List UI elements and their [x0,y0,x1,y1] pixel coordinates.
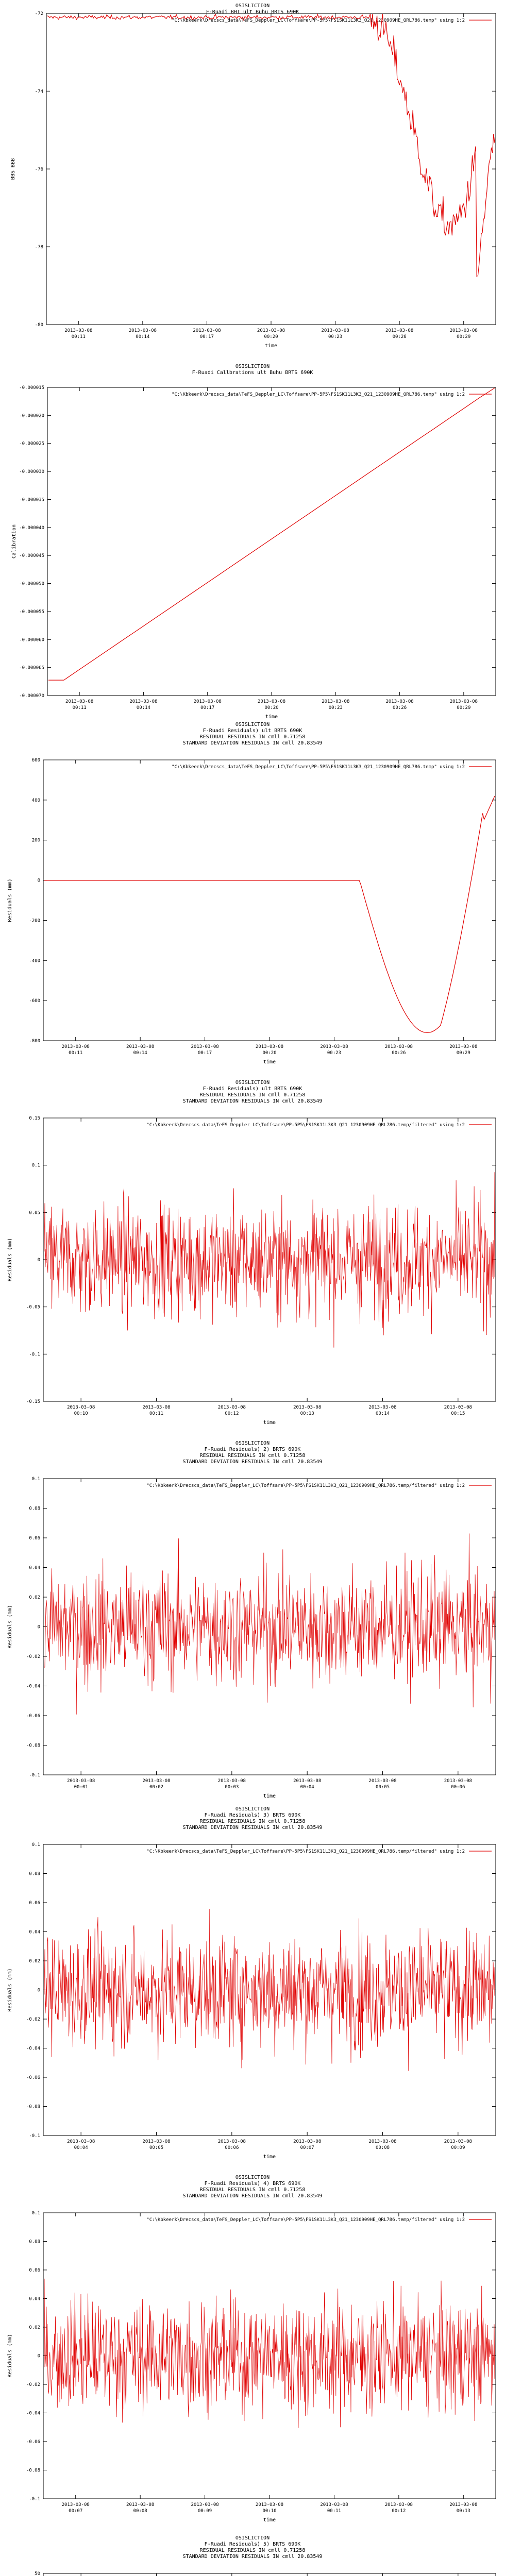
chart-title-line: RESIDUAL RESIDUALS IN cmll 0.71258 [199,1819,306,1824]
x-tick-label: 00:17 [199,334,214,340]
x-tick-label: 00:13 [456,2509,470,2514]
y-tick-label: 50 [35,2571,40,2576]
legend-entry: "C:\Kbkeerk\Drecscs_data\TeFS_Deppler_LC\Toffsare\PP-5P5\FS1SK11L3K3_Q21_1230909HE_QRL786.temp/filtered" using 1:2 [146,1483,465,1488]
x-tick-label: 00:17 [198,1050,212,1056]
x-tick-label: 00:26 [393,705,407,710]
y-tick-label: -0.04 [26,2411,40,2416]
x-tick-label: 00:08 [133,2509,147,2514]
y-tick-label: 0.02 [29,2325,40,2330]
x-tick-label: 00:14 [136,705,150,710]
series-line [44,1534,495,1715]
chart-title-line: RESIDUAL RESIDUALS IN cmll 0.71258 [199,734,306,740]
x-tick-label: 2013-03-08 [193,328,221,333]
chart-panel-3 [7,722,496,1065]
chart-title-line: RESIDUAL RESIDUALS IN cmll 0.71258 [199,2548,306,2553]
y-tick-label: 0 [37,1988,40,1993]
legend-entry: "C:\Kbkeerk\Drecscs_data\TeFS_Deppler_LC\Toffsare\PP-5P5\FS1SK11L3K3_Q21_1230909HE_QRL786.temp/filtered" using 1:2 [146,1849,465,1854]
x-tick-label: 2013-03-08 [449,699,478,704]
x-tick-label: 00:04 [300,1785,314,1790]
y-tick-label: 0.15 [29,1116,40,1121]
chart-title-line: RESIDUAL RESIDUALS IN cmll 0.71258 [199,2187,306,2193]
x-tick-label: 2013-03-08 [385,699,414,704]
chart-title-line: STANDARD DEVIATION RESIDUALS IN cmll 20.83549 [182,1098,323,1104]
chart-title-line: OSISLICTION [235,2535,270,2541]
chart-title-line: STANDARD DEVIATION RESIDUALS IN cmll 20.83549 [182,2554,323,2560]
y-tick-label: -0.06 [26,2439,40,2445]
y-tick-label: -0.04 [26,2046,40,2052]
x-tick-label: 00:03 [225,1785,239,1790]
x-tick-label: 2013-03-08 [368,1778,397,1784]
y-tick-label: -0.000035 [19,497,44,503]
chart-title-line: OSISLICTION [235,722,270,727]
x-tick-label: 2013-03-08 [257,328,285,333]
series-line [44,2279,495,2428]
x-tick-label: 00:05 [149,2145,164,2150]
y-tick-label: -0.000060 [19,637,44,643]
x-tick-label: 2013-03-08 [293,2139,322,2144]
legend-entry: "C:\Kbkeerk\Drecscs_data\TeFS_Deppler_LC\Toffsare\PP-5P5\FS1SK11L3K3_Q21_1230909HE_QRL786.temp/filtered" using 1:2 [146,1123,465,1128]
series-line [44,1909,495,2071]
x-tick-label: 00:07 [69,2509,83,2514]
y-tick-label: 0.1 [31,1163,40,1168]
chart-title-line: OSISLICTION [235,3,270,9]
legend-entry: "C:\Kbkeerk\Drecscs_data\TeFS_Deppler_LC\Toffsare\PP-5P5\FS1SK11L3K3_Q21_1230909HE_QRL786.temp" using 1:2 [172,765,465,770]
y-tick-label: -0.02 [26,2382,40,2387]
y-tick-label: 0.08 [29,2239,40,2245]
series-line [47,14,495,276]
chart-title-line: STANDARD DEVIATION RESIDUALS IN cmll 20.83549 [182,740,323,746]
x-tick-label: 00:04 [74,2145,88,2150]
x-tick-label: 2013-03-08 [322,699,350,704]
chart-title-line: OSISLICTION [235,1440,270,1446]
y-tick-label: 0 [37,1258,40,1263]
x-tick-label: 00:09 [451,2145,465,2150]
y-tick-label: -0.1 [29,1773,40,1778]
y-axis-label: Residuals (mm) [7,1238,13,1282]
y-tick-label: -0.000070 [19,693,44,699]
y-tick-label: -400 [29,958,40,964]
x-tick-label: 2013-03-08 [293,1778,322,1784]
chart-panel-7 [7,2175,496,2523]
chart-title-line: RESIDUAL RESIDUALS IN cmll 0.71258 [199,1092,306,1098]
y-tick-label: -76 [35,167,43,172]
y-tick-label: -0.08 [26,2104,40,2110]
y-tick-label: -78 [35,245,43,250]
y-tick-label: -0.000055 [19,609,44,615]
x-tick-label: 2013-03-08 [142,1405,171,1410]
y-tick-label: 0.04 [29,1929,40,1935]
x-tick-label: 00:29 [457,334,471,340]
x-tick-label: 00:01 [74,1785,88,1790]
y-tick-label: 0 [37,2353,40,2359]
chart-title-line: OSISLICTION [235,1806,270,1812]
plot-frame [47,387,496,696]
y-tick-label: -0.000065 [19,665,44,671]
y-tick-label: -0.05 [26,1304,40,1310]
x-tick-label: 2013-03-08 [61,2502,90,2507]
x-tick-label: 2013-03-08 [217,1405,246,1410]
x-tick-label: 2013-03-08 [449,328,478,333]
x-tick-label: 2013-03-08 [65,699,94,704]
x-tick-label: 00:26 [392,334,407,340]
x-tick-label: 00:23 [328,334,343,340]
x-tick-label: 00:06 [451,1785,465,1790]
x-tick-label: 00:20 [264,705,279,710]
x-tick-label: 00:12 [392,2509,406,2514]
y-tick-label: 200 [31,838,40,843]
y-tick-label: -0.000050 [19,581,44,587]
y-tick-label: -72 [35,11,43,16]
x-tick-label: 00:06 [225,2145,239,2150]
x-tick-label: 2013-03-08 [449,2502,478,2507]
legend-entry: "C:\Kbkeerk\Drecscs_data\TeFS_Deppler_LC\Toffsare\PP-5P5\FS1SK11L3K3_Q21_1230909HE_QRL786.temp" using 1:2 [172,392,465,397]
y-axis-label: Residuals (mm) [7,878,13,922]
x-tick-label: 00:11 [72,705,87,710]
series-line [44,796,495,1032]
x-tick-label: 2013-03-08 [449,1044,478,1049]
chart-panel-4 [7,1080,496,1426]
legend-entry: "C:\Kbkeerk\Drecscs_data\TeFS_Deppler_LC\Toffsare\PP-5P5\FS1SK11L3K3_Q21_1230909HE_QRL786.temp" using 1:2 [172,18,465,23]
x-tick-label: 00:02 [149,1785,164,1790]
x-tick-label: 00:11 [327,2509,341,2514]
x-tick-label: 2013-03-08 [128,328,157,333]
x-tick-label: 00:09 [198,2509,212,2514]
x-tick-label: 00:26 [392,1050,406,1056]
x-tick-label: 2013-03-08 [320,2502,348,2507]
x-tick-label: 2013-03-08 [293,1405,322,1410]
x-axis-label: time [263,2154,276,2160]
x-tick-label: 00:11 [69,1050,83,1056]
x-tick-label: 2013-03-08 [444,1405,472,1410]
chart-title-line: F-Ruadi Residuals) 2) BRTS 690K [204,1447,301,1452]
y-tick-label: -0.000040 [19,525,44,531]
chart-title-line: F-Ruadi BHI ult Buhu BRTS 690K [206,9,299,15]
x-tick-label: 00:13 [300,1411,314,1416]
y-tick-label: -800 [29,1039,40,1044]
y-tick-label: -0.08 [26,1743,40,1749]
x-tick-label: 2013-03-08 [444,2139,472,2144]
y-tick-label: 0.1 [31,1477,40,1482]
y-tick-label: -0.000015 [19,385,44,391]
x-tick-label: 00:05 [375,1785,390,1790]
series-line [44,1172,495,1347]
y-tick-label: 0 [37,1624,40,1630]
x-tick-label: 2013-03-08 [67,2139,95,2144]
x-tick-label: 2013-03-08 [67,1778,95,1784]
chart-title-line: OSISLICTION [235,364,270,369]
chart-panel-2 [11,364,496,720]
chart-title-line: STANDARD DEVIATION RESIDUALS IN cmll 20.83549 [182,1459,323,1465]
x-tick-label: 00:15 [451,1411,465,1416]
y-tick-label: -0.1 [29,2497,40,2502]
y-tick-label: 0.05 [29,1210,40,1216]
x-tick-label: 2013-03-08 [255,2502,284,2507]
y-tick-label: -74 [35,89,43,94]
x-tick-label: 2013-03-08 [191,1044,219,1049]
x-tick-label: 2013-03-08 [255,1044,284,1049]
y-tick-label: 0.1 [31,1842,40,1848]
x-tick-label: 00:14 [375,1411,390,1416]
x-axis-label: time [263,1059,276,1065]
y-tick-label: -200 [29,918,40,924]
x-tick-label: 00:29 [457,705,471,710]
x-tick-label: 2013-03-08 [368,2139,397,2144]
y-tick-label: -0.1 [29,1352,40,1358]
chart-title-line: F-Ruadi Residuals) 3) BRTS 690K [204,1812,301,1818]
y-axis-label: Residuals (mm) [7,1605,13,1649]
x-tick-label: 2013-03-08 [64,328,93,333]
y-tick-label: 0.06 [29,2268,40,2273]
x-tick-label: 2013-03-08 [61,1044,90,1049]
x-tick-label: 00:12 [225,1411,239,1416]
x-tick-label: 00:10 [262,2509,277,2514]
x-axis-label: time [263,1420,276,1426]
y-axis-label: BBS BBB [10,158,16,180]
x-tick-label: 00:20 [264,334,278,340]
y-tick-label: 0.08 [29,1506,40,1512]
y-tick-label: 0 [37,878,40,884]
x-tick-label: 2013-03-08 [191,2502,219,2507]
x-tick-label: 2013-03-08 [384,2502,413,2507]
x-axis-label: time [265,714,278,720]
x-tick-label: 00:08 [375,2145,390,2150]
x-tick-label: 2013-03-08 [142,2139,171,2144]
x-tick-label: 00:17 [200,705,215,710]
y-tick-label: -0.000025 [19,441,44,447]
y-tick-label: -0.000020 [19,413,44,419]
x-tick-label: 2013-03-08 [217,2139,246,2144]
y-tick-label: -0.02 [26,1654,40,1659]
y-axis-label: Residuals (mm) [7,1968,13,2012]
y-tick-label: -80 [35,323,43,328]
x-tick-label: 2013-03-08 [129,699,158,704]
y-tick-label: -0.1 [29,2133,40,2139]
y-tick-label: 0.02 [29,1595,40,1600]
chart-panel-5 [7,1440,496,1799]
chart-title-line: OSISLICTION [235,1080,270,1086]
x-tick-label: 2013-03-08 [126,1044,155,1049]
y-tick-label: 0.02 [29,1959,40,1964]
y-axis-label: Calibration [11,524,17,559]
x-tick-label: 00:23 [327,1050,341,1056]
x-tick-label: 2013-03-08 [257,699,286,704]
plot-frame [43,2573,496,2576]
chart-panel-6 [7,1806,496,2160]
plot-frame [46,13,496,325]
y-tick-label: -0.000030 [19,469,44,475]
chart-title-line: OSISLICTION [235,2175,270,2180]
x-tick-label: 2013-03-08 [142,1778,171,1784]
chart-panel-8 [7,2535,496,2576]
x-tick-label: 2013-03-08 [385,328,414,333]
y-tick-label: -0.000045 [19,553,44,559]
x-tick-label: 00:20 [262,1050,277,1056]
x-tick-label: 2013-03-08 [368,1405,397,1410]
chart-panel-1 [10,3,496,349]
legend-entry: "C:\Kbkeerk\Drecscs_data\TeFS_Deppler_LC\Toffsare\PP-5P5\FS1SK11L3K3_Q21_1230909HE_QRL786.temp/filtered" using 1:2 [146,2217,465,2223]
chart-title-line: STANDARD DEVIATION RESIDUALS IN cmll 20.83549 [182,1825,323,1831]
chart-title-line: F-Ruadi Callbrations ult Buhu BRTS 690K [192,370,313,376]
chart-title-line: F-Ruadi Residuals) ult BRTS 690K [203,1086,302,1092]
x-tick-label: 00:23 [328,705,343,710]
y-tick-label: -0.06 [26,1714,40,1719]
chart-title-line: F-Ruadi Residuals) 4) BRTS 690K [204,2181,301,2187]
series-line [48,388,495,680]
y-tick-label: 600 [31,758,40,763]
y-tick-label: 400 [31,798,40,803]
y-tick-label: -0.04 [26,1684,40,1689]
x-axis-label: time [264,343,278,349]
x-tick-label: 00:07 [300,2145,314,2150]
chart-title-line: F-Ruadi Residuals) ult BRTS 690K [203,728,302,734]
y-tick-label: -600 [29,998,40,1004]
x-tick-label: 00:14 [133,1050,147,1056]
x-tick-label: 00:14 [136,334,150,340]
x-axis-label: time [263,2517,276,2523]
chart-title-line: STANDARD DEVIATION RESIDUALS IN cmll 20.83549 [182,2193,323,2199]
x-tick-label: 2013-03-08 [193,699,222,704]
y-tick-label: 0.06 [29,1536,40,1541]
y-tick-label: -0.08 [26,2468,40,2473]
x-axis-label: time [263,1793,276,1799]
y-tick-label: -0.02 [26,2017,40,2022]
y-tick-label: -0.06 [26,2075,40,2080]
x-tick-label: 2013-03-08 [217,1778,246,1784]
y-tick-label: 0.06 [29,1901,40,1906]
x-tick-label: 2013-03-08 [321,328,349,333]
x-tick-label: 00:10 [74,1411,88,1416]
x-tick-label: 2013-03-08 [444,1778,472,1784]
x-tick-label: 2013-03-08 [384,1044,413,1049]
y-axis-label: Residuals (mm) [7,2334,13,2378]
x-tick-label: 00:29 [456,1050,470,1056]
x-tick-label: 2013-03-08 [67,1405,95,1410]
plot-frame [43,760,496,1041]
y-tick-label: 0.04 [29,1565,40,1571]
y-tick-label: 0.08 [29,1871,40,1877]
chart-title-line: F-Ruadi Residuals) 5) BRTS 690K [204,2541,301,2547]
x-tick-label: 2013-03-08 [126,2502,155,2507]
x-tick-label: 2013-03-08 [320,1044,348,1049]
y-tick-label: -0.15 [26,1399,40,1404]
y-tick-label: 0.04 [29,2296,40,2302]
y-tick-label: 0.1 [31,2211,40,2216]
x-tick-label: 00:11 [71,334,86,340]
x-tick-label: 00:11 [149,1411,164,1416]
chart-title-line: RESIDUAL RESIDUALS IN cmll 0.71258 [199,1453,306,1459]
